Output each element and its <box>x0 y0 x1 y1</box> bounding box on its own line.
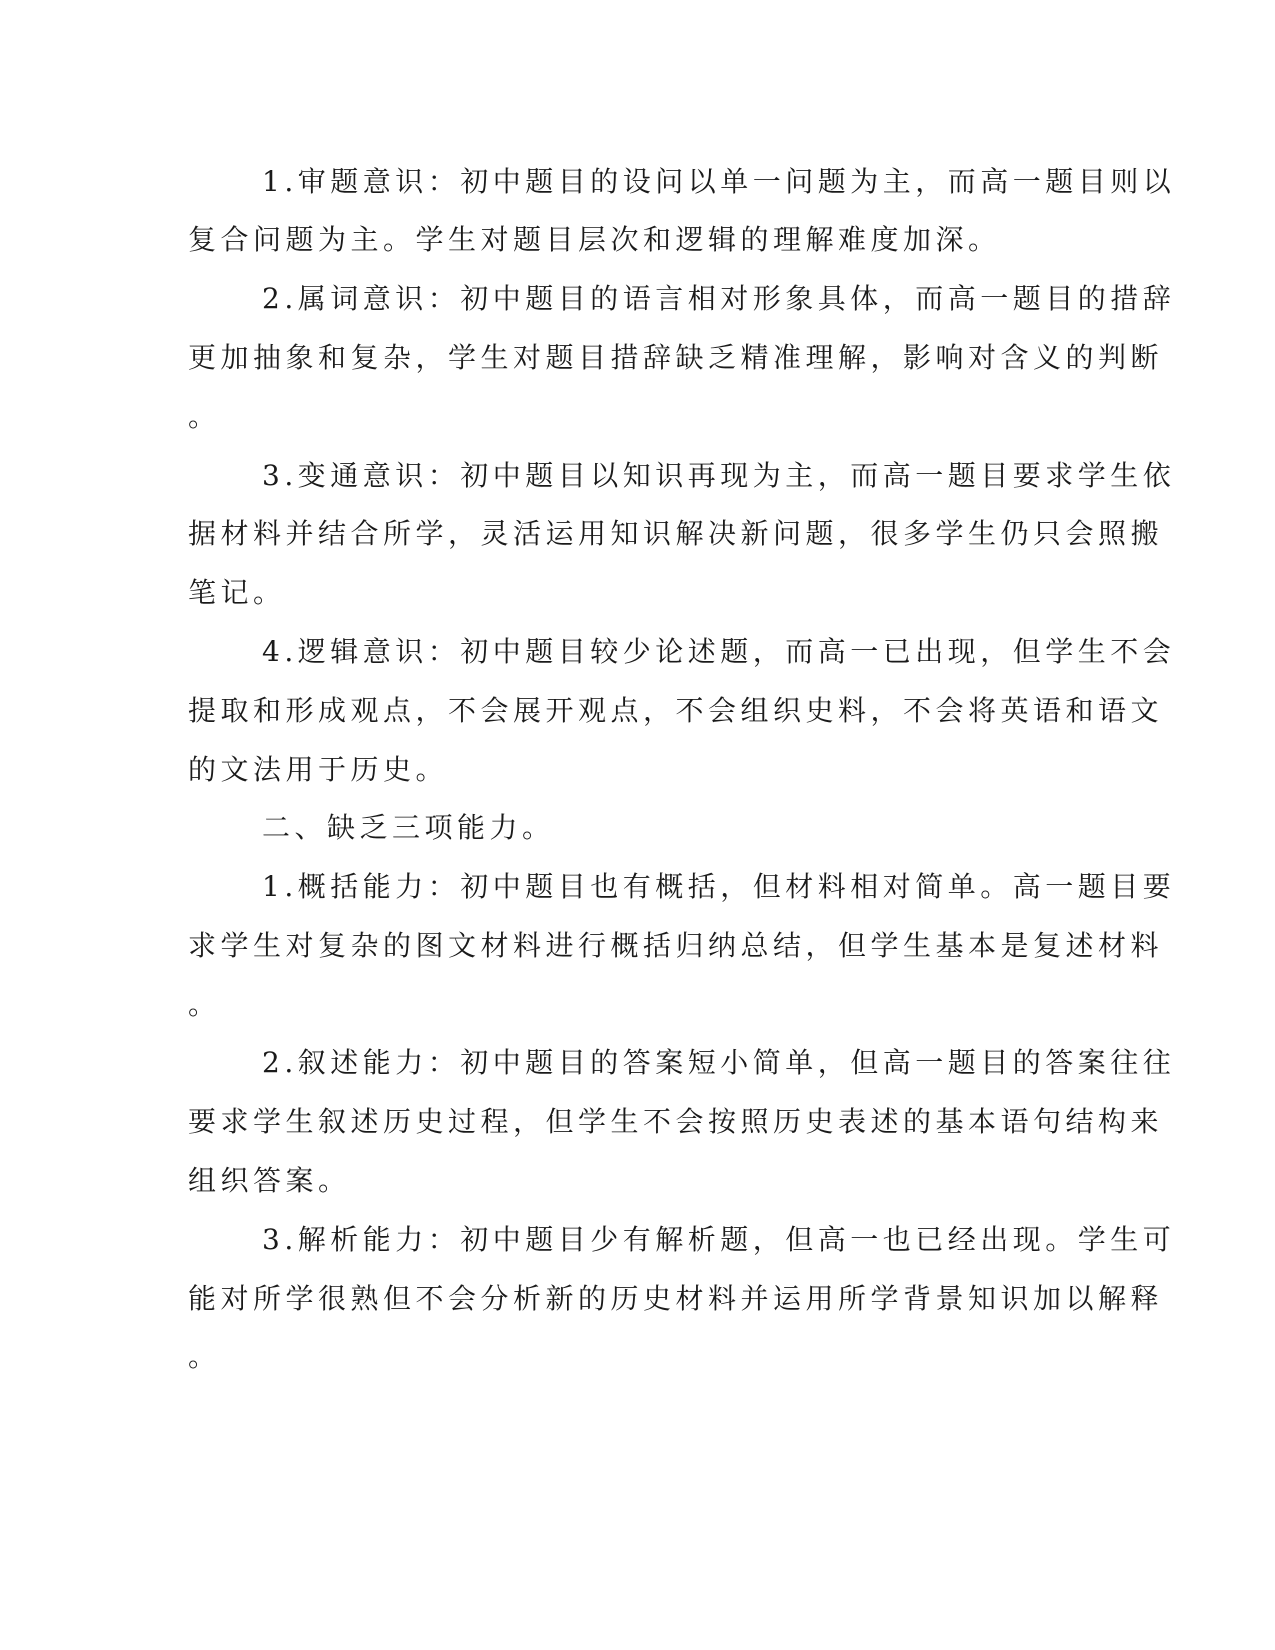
paragraph-line: 2.属词意识：初中题目的语言相对形象具体，而高一题目的措辞 <box>262 282 1176 315</box>
paragraph-line: 据材料并结合所学，灵活运用知识解决新问题，很多学生仍只会照搬 <box>188 517 1164 550</box>
paragraph-line: 1.审题意识：初中题目的设问以单一问题为主，而高一题目则以 <box>262 165 1176 198</box>
paragraph-line: 1.概括能力：初中题目也有概括，但材料相对简单。高一题目要 <box>262 870 1176 903</box>
paragraph-line: 组织答案。 <box>188 1164 351 1197</box>
paragraph-line: 。 <box>188 1340 221 1373</box>
paragraph-line: 的文法用于历史。 <box>188 753 449 786</box>
paragraph-line: 3.变通意识：初中题目以知识再现为主，而高一题目要求学生依 <box>262 459 1176 492</box>
paragraph-line: 。 <box>188 988 221 1021</box>
paragraph-line: 提取和形成观点，不会展开观点，不会组织史料，不会将英语和语文 <box>188 694 1164 727</box>
paragraph-line: 4.逻辑意识：初中题目较少论述题，而高一已出现，但学生不会 <box>262 635 1176 668</box>
paragraph-line: 更加抽象和复杂，学生对题目措辞缺乏精准理解，影响对含义的判断 <box>188 341 1164 374</box>
paragraph-line: 2.叙述能力：初中题目的答案短小简单，但高一题目的答案往往 <box>262 1046 1176 1079</box>
paragraph-line: 。 <box>188 400 221 433</box>
paragraph-line: 能对所学很熟但不会分析新的历史材料并运用所学背景知识加以解释 <box>188 1282 1164 1315</box>
paragraph-line: 3.解析能力：初中题目少有解析题，但高一也已经出现。学生可 <box>262 1223 1176 1256</box>
paragraph-line: 笔记。 <box>188 576 286 609</box>
paragraph-line: 复合问题为主。学生对题目层次和逻辑的理解难度加深。 <box>188 223 1001 256</box>
paragraph-line: 求学生对复杂的图文材料进行概括归纳总结，但学生基本是复述材料 <box>188 929 1164 962</box>
section-heading: 二、缺乏三项能力。 <box>262 811 555 844</box>
paragraph-line: 要求学生叙述历史过程，但学生不会按照历史表述的基本语句结构来 <box>188 1105 1164 1138</box>
